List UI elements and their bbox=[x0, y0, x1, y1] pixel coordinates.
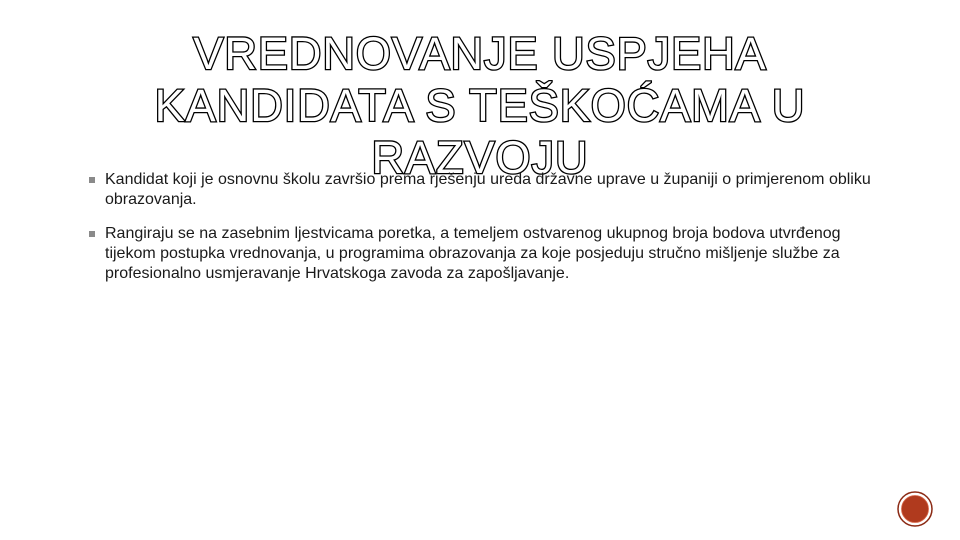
slide-badge-icon bbox=[897, 491, 933, 527]
square-bullet-icon bbox=[89, 231, 95, 237]
bullet-list bbox=[87, 170, 877, 298]
title-line: VREDNOVANJE USPJEHA bbox=[193, 28, 767, 79]
title-line: RAZVOJU bbox=[371, 132, 589, 183]
title-line: KANDIDATA S TEŠKOĆAMA U bbox=[154, 80, 806, 131]
square-bullet-icon bbox=[89, 177, 95, 183]
bullet-text: Kandidat koji je osnovnu školu završio prema rješenju ureda državne uprave u županiji o primjerenom obliku obrazovanja. bbox=[105, 171, 871, 208]
bullet-text: Rangiraju se na zasebnim ljestvicama poretka, a temeljem ostvarenog ukupnog broja bodova utvrđenog tijekom postupka vrednovanja, u programima obrazovanja za koje posjeduju stručno mišljenje službe za profesionalno usmjeravanje Hrvatskoga zavoda za zapošljavanje. bbox=[105, 225, 841, 282]
bullet-item bbox=[87, 170, 877, 210]
bullet-item bbox=[87, 224, 877, 284]
slide-title bbox=[0, 28, 960, 184]
